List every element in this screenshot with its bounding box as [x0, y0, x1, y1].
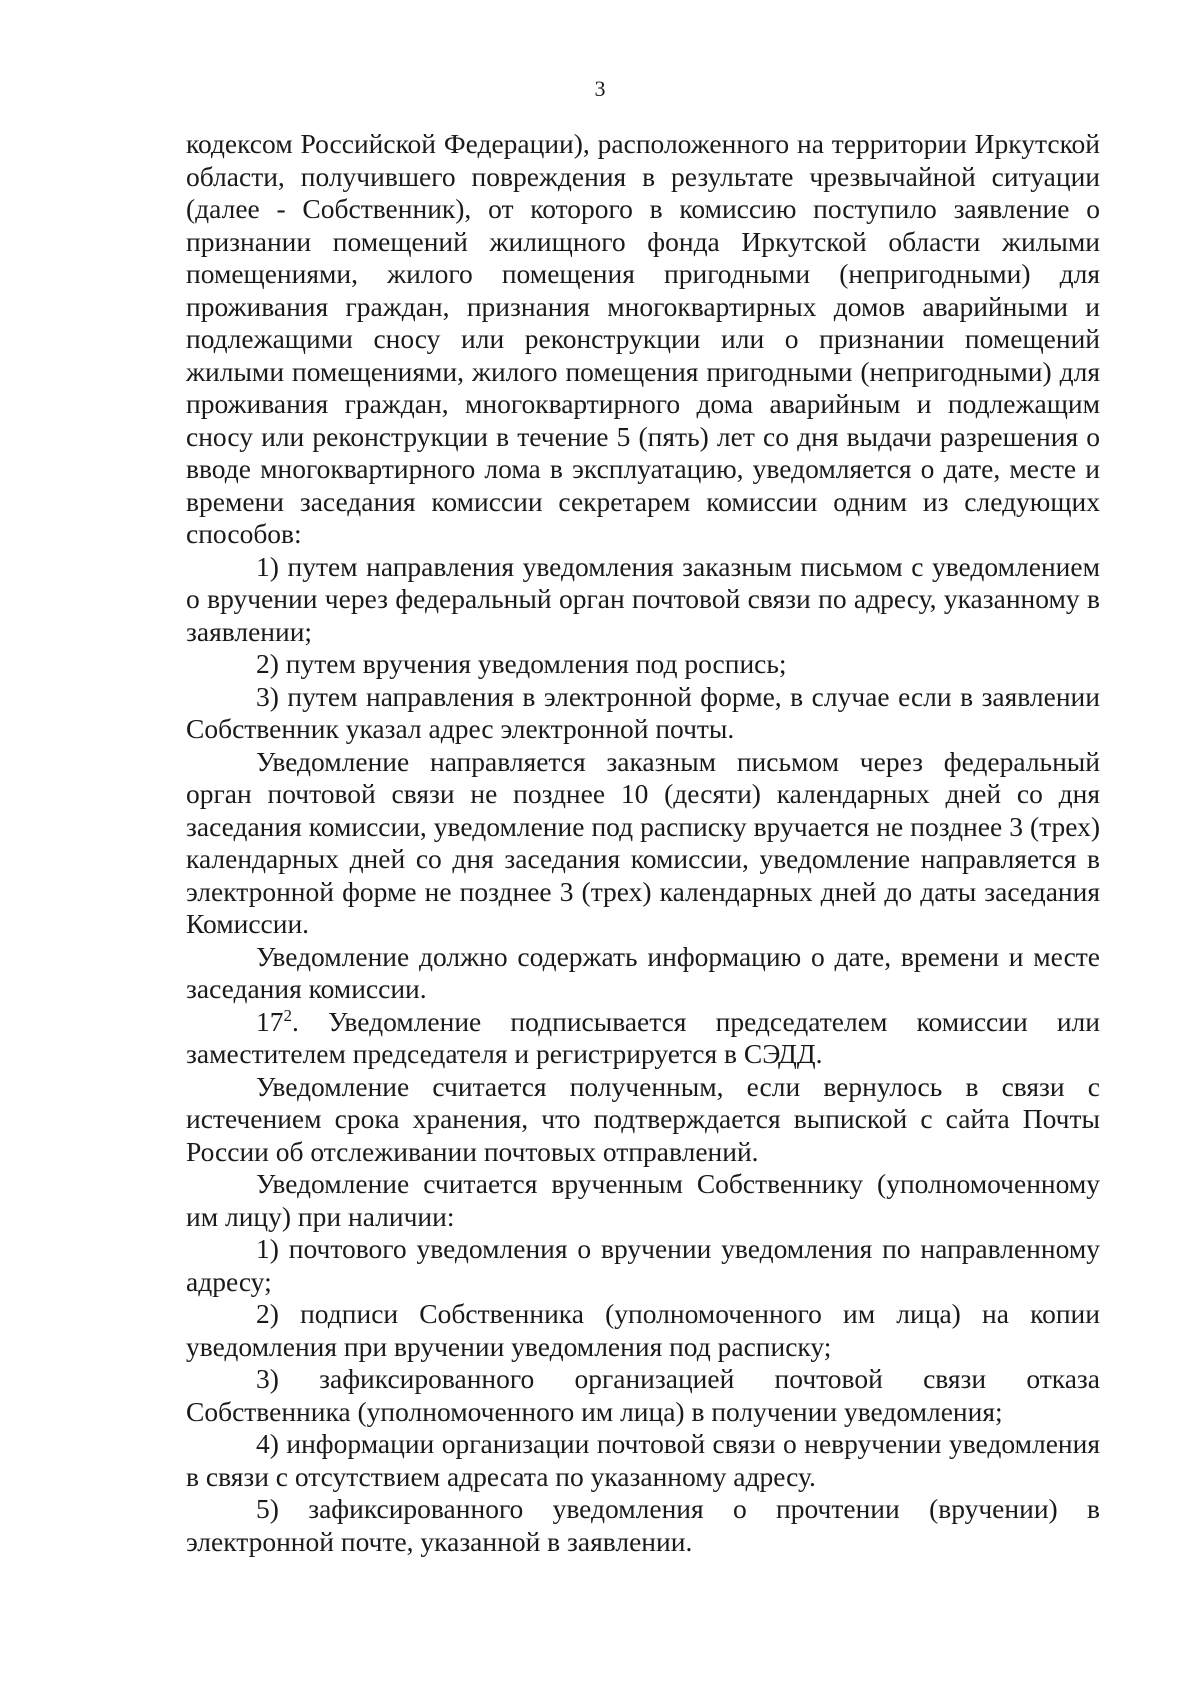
- delivery-item-2: 2) подписи Собственника (уполномоченного им лица) на копии уведомления при вручении уведомления под расписку;: [186, 1298, 1100, 1362]
- clause-17-2: [186, 1006, 1100, 1071]
- paragraph-notification-delivered: Уведомление считается врученным Собственнику (уполномоченному им лицу) при наличии:: [186, 1168, 1100, 1232]
- clause-text: . Уведомление подписывается председателем комиссии или заместителем председателя и регистрируется в СЭДД.: [186, 1005, 1100, 1069]
- list-item-1: 1) путем направления уведомления заказным письмом с уведомлением о вручении через федеральный орган почтовой связи по адресу, указанному в заявлении;: [186, 550, 1100, 647]
- paragraph-notification-content: Уведомление должно содержать информацию о дате, времени и месте заседания комиссии.: [186, 940, 1100, 1004]
- page-number: 3: [594, 76, 606, 101]
- paragraph-notification-received: Уведомление считается полученным, если вернулось в связи с истечением срока хранения, что подтверждается выпиской с сайта Почты России об отслеживании почтовых отправлений.: [186, 1070, 1100, 1167]
- document-body: [186, 128, 1100, 1558]
- paragraph-notification-deadlines: Уведомление направляется заказным письмом через федеральный орган почтовой связи не позднее 10 (десяти) календарных дней со дня заседания комиссии, уведомление под расписку вручается не позднее 3 (трех) календарных дней со дня заседания комиссии, уведомление направляется в электронной форме не позднее 3 (трех) календарных дней до даты заседания Комиссии.: [186, 745, 1100, 939]
- clause-superscript: 2: [283, 1005, 292, 1025]
- delivery-item-5: 5) зафиксированного уведомления о прочтении (вручении) в электронной почте, указанной в заявлении.: [186, 1493, 1100, 1557]
- paragraph-continuation: кодексом Российской Федерации), расположенного на территории Иркутской области, получившего повреждения в результате чрезвычайной ситуации (далее - Собственник), от которого в комиссию поступило заявление о признании помещений жилищного фонда Иркутской области жилыми помещениями, жилого помещения пригодными (непригодными) для проживания граждан, признания многоквартирных домов аварийными и подлежащими сносу или реконструкции или о признании помещений жилыми помещениями, жилого помещения пригодными (непригодными) для проживания граждан, многоквартирного дома аварийным и подлежащим сносу или реконструкции в течение 5 (пять) лет со дня выдачи разрешения о вводе многоквартирного лома в эксплуатацию, уведомляется о дате, месте и времени заседания комиссии секретарем комиссии одним из следующих способов:: [186, 128, 1100, 549]
- clause-number: 17: [256, 1005, 284, 1037]
- list-item-2: 2) путем вручения уведомления под роспись;: [256, 648, 787, 679]
- delivery-item-3: 3) зафиксированного организацией почтовой связи отказа Собственника (уполномоченного им лица) в получении уведомления;: [186, 1363, 1100, 1427]
- delivery-item-1: 1) почтового уведомления о вручении уведомления по направленному адресу;: [186, 1233, 1100, 1297]
- delivery-item-4: 4) информации организации почтовой связи о невручении уведомления в связи с отсутствием адресата по указанному адресу.: [186, 1428, 1100, 1492]
- list-item-3: 3) путем направления в электронной форме, в случае если в заявлении Собственник указал адрес электронной почты.: [186, 680, 1100, 744]
